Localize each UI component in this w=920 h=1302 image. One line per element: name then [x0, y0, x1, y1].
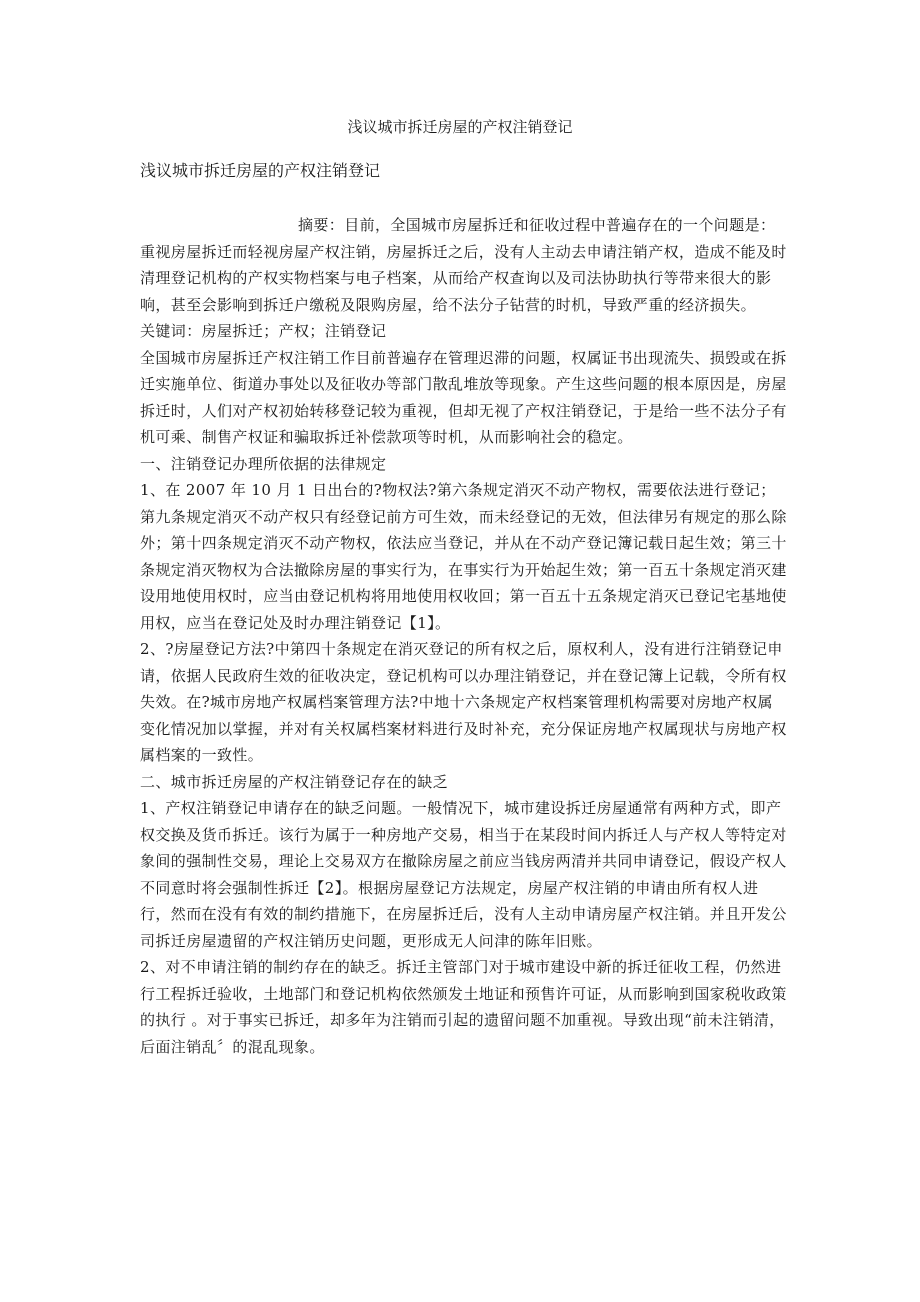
section1-paragraph-1: 1、在 2007 年 10 月 1 日出台的?物权法?第六条规定消灭不动产物权，需要依法进行登记；第九条规定消灭不动产权只有经登记前方可生效，而未经登记的无效，但法律另有规定的那么除外；第十四条规定消灭不动产物权，依法应当登记，并从在不动产登记簿记载日起生效；第三十条规定消灭物权为合法撤除房屋的事实行为，在事实行为开始起生效；第一百五十条规定消灭建设用地使用权时，应当由登记机构将用地使用权收回；第一百五十五条规定消灭已登记宅基地使用权，应当在登记处及时办理注销登记【1】。	[140, 481, 787, 632]
section2-paragraph-1: 1、产权注销登记申请存在的缺乏问题。一般情况下，城市建设拆迁房屋通常有两种方式，即产权交换及货币拆迁。该行为属于一种房地产交易，相当于在某段时间内拆迁人与产权人等特定对象间的强制性交易，理论上交易双方在撤除房屋之前应当钱房两清并共同申请登记，假设产权人不同意时将会强制性拆迁【2】。根据房屋登记方法规定，房屋产权注销的申请由所有权人进行，然而在没有有效的制约措施下，在房屋拆迁后，没有人主动申请房屋产权注销。并且开发公司拆迁房屋遗留的产权注销历史问题，更形成无人问津的陈年旧账。	[140, 799, 787, 950]
document-body	[140, 212, 788, 1060]
section-heading-2: 二、城市拆迁房屋的产权注销登记存在的缺乏	[140, 772, 449, 791]
section2-paragraph-2: 2、对不申请注销的制约存在的缺乏。拆迁主管部门对于城市建设中新的拆迁征收工程，仍然进行工程拆迁验收，土地部门和登记机构依然颁发土地证和预售许可证，从而影响到国家税收政策的执行 。对于事实已拆迁，却多年为注销而引起的遗留问题不加重视。导致出现“前未注销清，后面注销乱〞的混乱现象。	[140, 958, 787, 1056]
abstract-paragraph: 摘要：目前，全国城市房屋拆迁和征收过程中普遍存在的一个问题是：重视房屋拆迁而轻视房屋产权注销，房屋拆迁之后，没有人主动去申请注销产权，造成不能及时清理登记机构的产权实物档案与电子档案，从而给产权查询以及司法协助执行等带来很大的影响，甚至会影响到拆迁户缴税及限购房屋，给不法分子钻营的时机，导致严重的经济损失。	[140, 216, 787, 314]
page-title: 浅议城市拆迁房屋的产权注销登记	[347, 118, 573, 136]
document-subtitle: 浅议城市拆迁房屋的产权注销登记	[140, 161, 381, 180]
section1-paragraph-2: 2、?房屋登记方法?中第四十条规定在消灭登记的所有权之后，原权利人，没有进行注销登记申请，依据人民政府生效的征收决定，登记机构可以办理注销登记，并在登记簿上记载，令所有权失效。在?城市房地产权属档案管理方法?中地十六条规定产权档案管理机构需要对房地产权属变化情况加以掌握，并对有关权属档案材料进行及时补充，充分保证房地产权属现状与房地产权属档案的一致性。	[140, 640, 787, 764]
keywords-line: 关键词：房屋拆迁；产权；注销登记	[140, 322, 387, 340]
section-heading-1: 一、注销登记办理所依据的法律规定	[140, 454, 387, 473]
intro-paragraph: 全国城市房屋拆迁产权注销工作目前普遍存在管理迟滞的问题，权属证书出现流失、损毁或在拆迁实施单位、街道办事处以及征收办等部门散乱堆放等现象。产生这些问题的根本原因是，房屋拆迁时，人们对产权初始转移登记较为重视，但却无视了产权注销登记，于是给一些不法分子有机可乘、制售产权证和骗取拆迁补偿款项等时机，从而影响社会的稳定。	[140, 348, 787, 446]
